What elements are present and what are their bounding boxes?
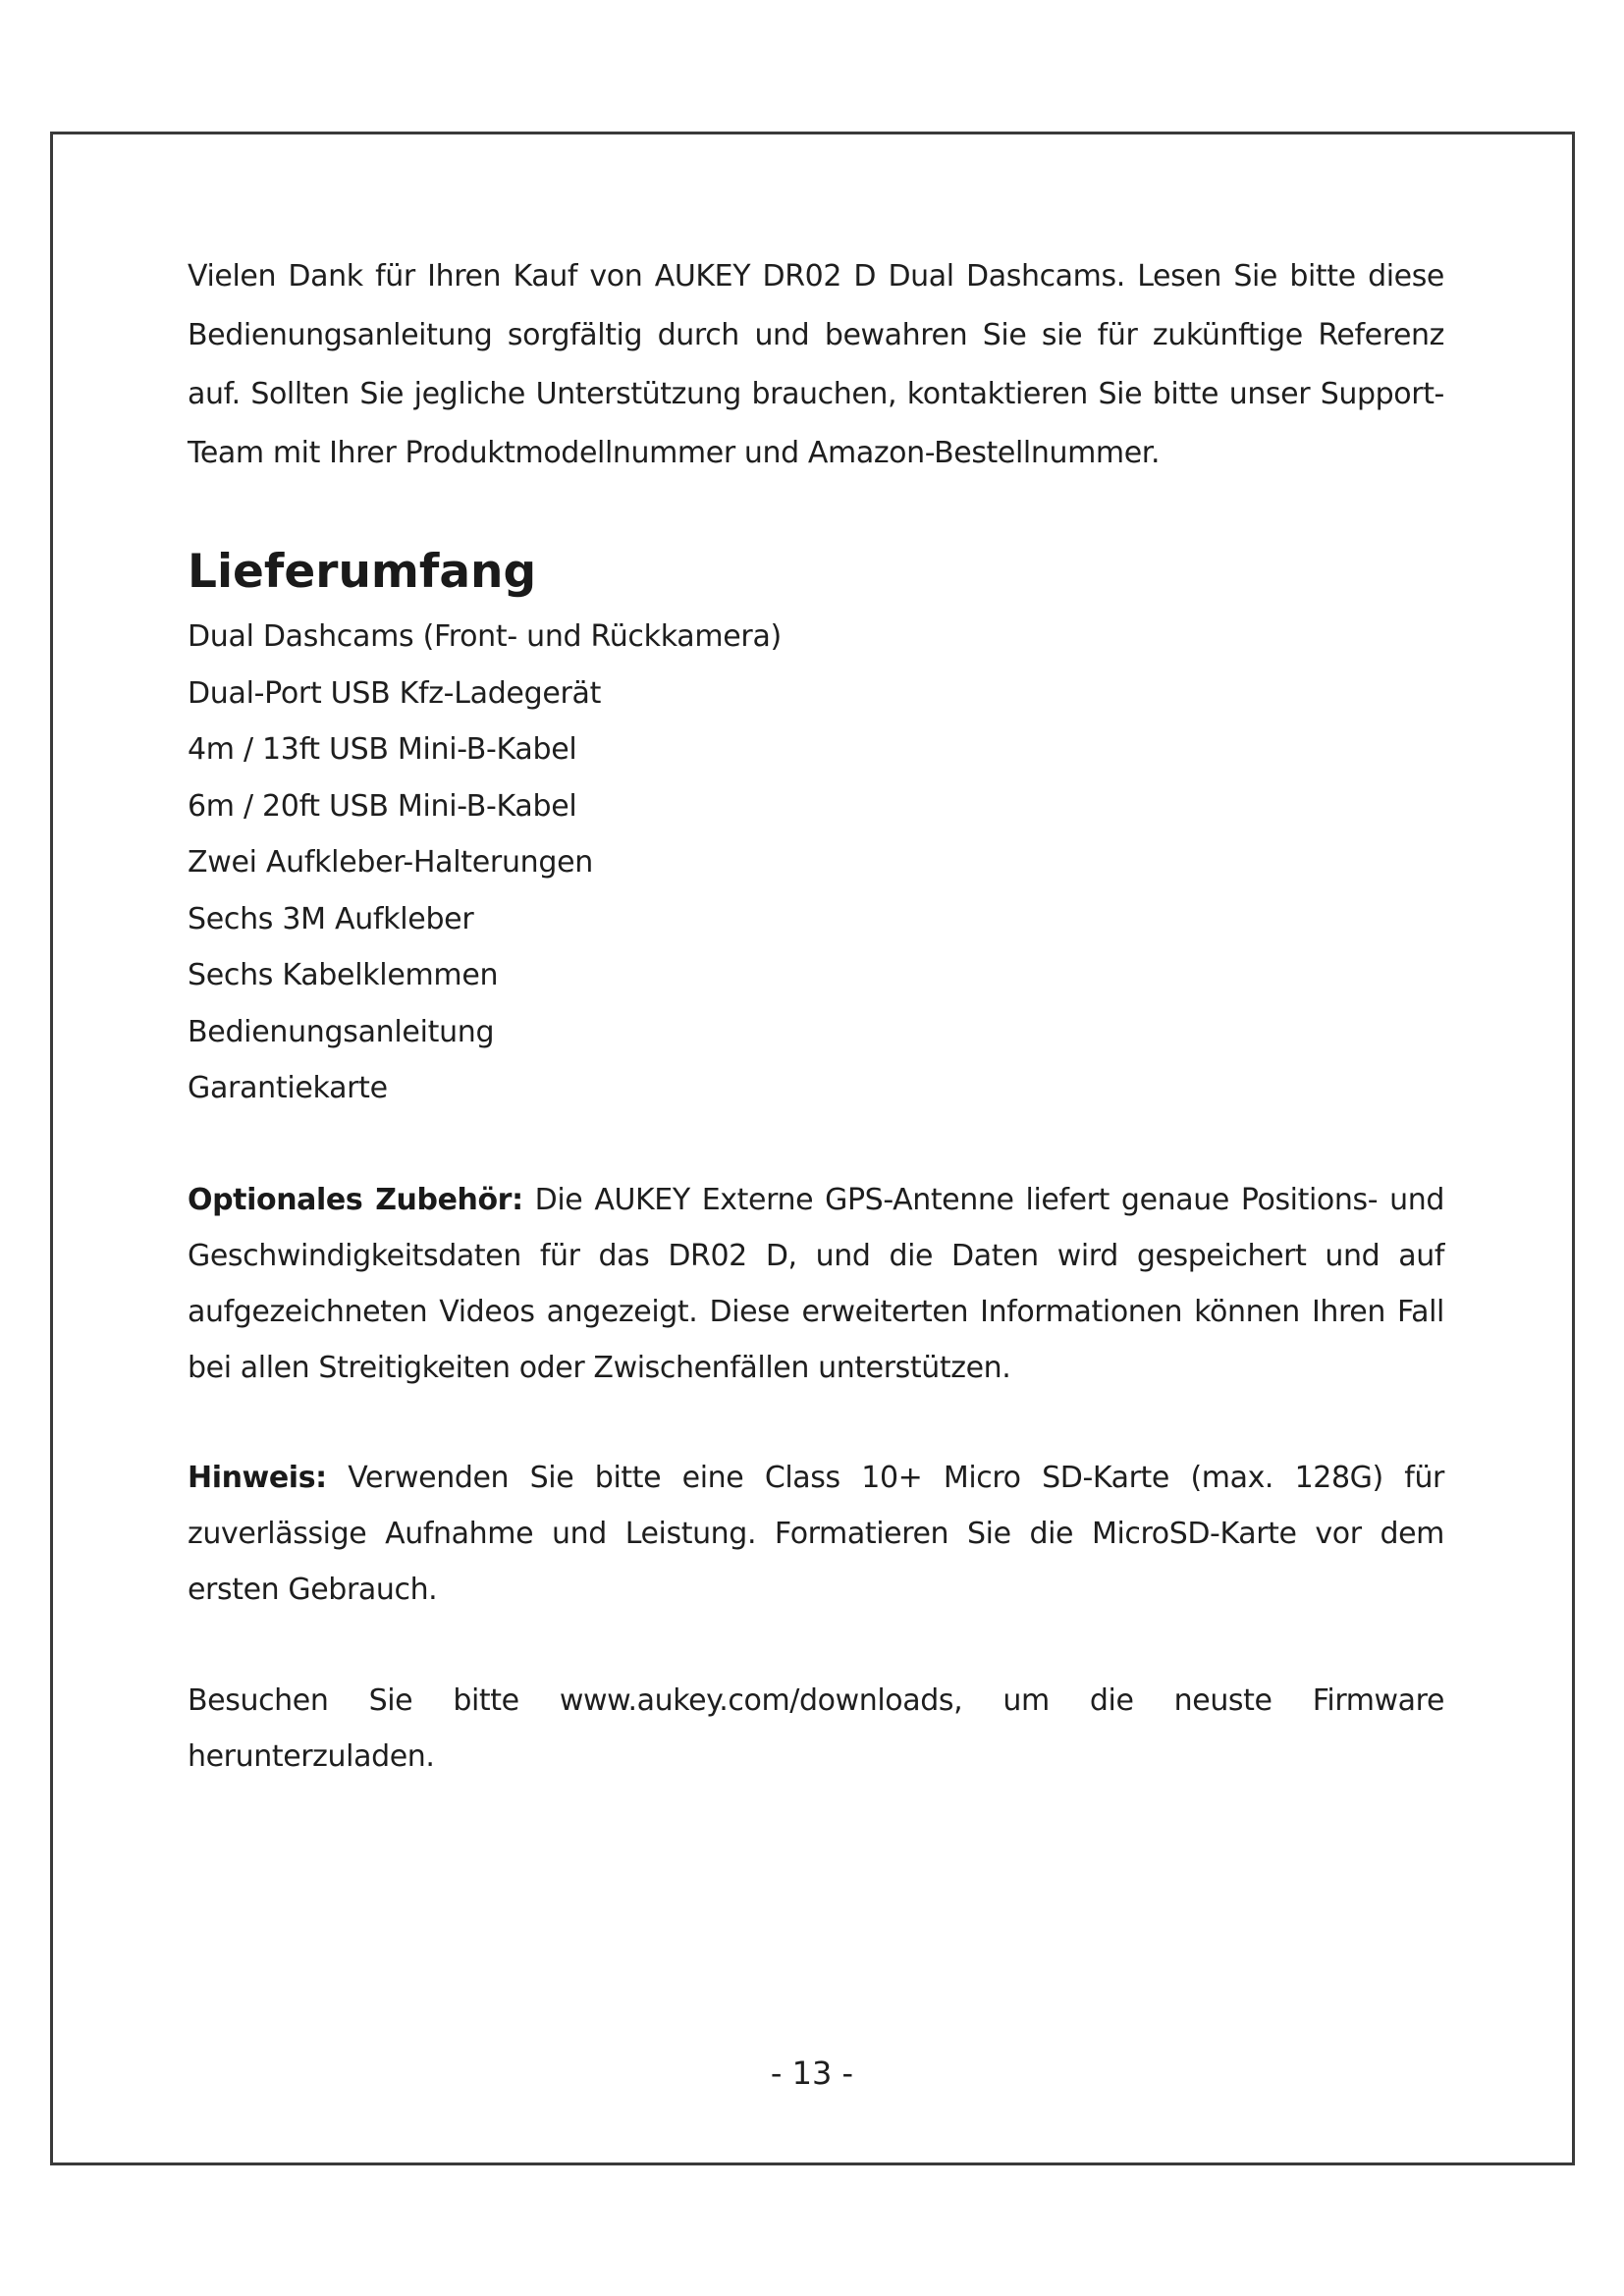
optional-accessory-paragraph xyxy=(188,1172,1444,1396)
intro-paragraph: Vielen Dank für Ihren Kauf von AUKEY DR02 D Dual Dashcams. Lesen Sie bitte diese Bedienungsanleitung sorgfältig durch und bewahren Sie sie für zukünftige Referenz auf. Sollten Sie jegliche Unterstützung brauchen, kontaktieren Sie bitte unser Support-Team mit Ihrer Produktmodellnummer und Amazon-Bestellnummer. xyxy=(188,259,1444,470)
optional-accessory-text: Die AUKEY Externe GPS-Antenne liefert genaue Positions- und Geschwindigkeitsdaten für das DR02 D, und die Daten wird gespeichert und auf aufgezeichneten Videos angezeigt. Diese erweiterten Informationen können Ihren Fall bei allen Streitigkeiten oder Zwischenfällen unterstützen. xyxy=(188,1183,1444,1385)
optional-accessory-label: Optionales Zubehör: xyxy=(188,1183,523,1217)
page-number: - 13 - xyxy=(770,2055,854,2092)
list-item: Zwei Aufkleber-Halterungen xyxy=(188,845,593,880)
list-item: 4m / 13ft USB Mini-B-Kabel xyxy=(188,732,577,767)
note-paragraph xyxy=(188,1450,1444,1618)
firmware-download-paragraph: Besuchen Sie bitte www.aukey.com/downloads, um die neuste Firmware herunterzuladen. xyxy=(188,1683,1444,1774)
page-content xyxy=(188,247,1444,1774)
list-item: Bedienungsanleitung xyxy=(188,1014,495,1049)
list-item: Sechs Kabelklemmen xyxy=(188,958,499,992)
note-label: Hinweis: xyxy=(188,1461,327,1495)
list-item: Garantiekarte xyxy=(188,1071,388,1105)
list-item: Dual Dashcams (Front- und Rückkamera) xyxy=(188,619,782,654)
note-text: Verwenden Sie bitte eine Class 10+ Micro SD-Karte (max. 128G) für zuverlässige Aufnahme und Leistung. Formatieren Sie die MicroSD-Karte vor dem ersten Gebrauch. xyxy=(188,1461,1444,1607)
list-item: Dual-Port USB Kfz-Ladegerät xyxy=(188,675,602,711)
package-contents-list xyxy=(188,609,782,1117)
list-item: 6m / 20ft USB Mini-B-Kabel xyxy=(188,788,577,824)
package-contents-heading: Lieferumfang xyxy=(188,545,537,599)
list-item: Sechs 3M Aufkleber xyxy=(188,901,474,936)
